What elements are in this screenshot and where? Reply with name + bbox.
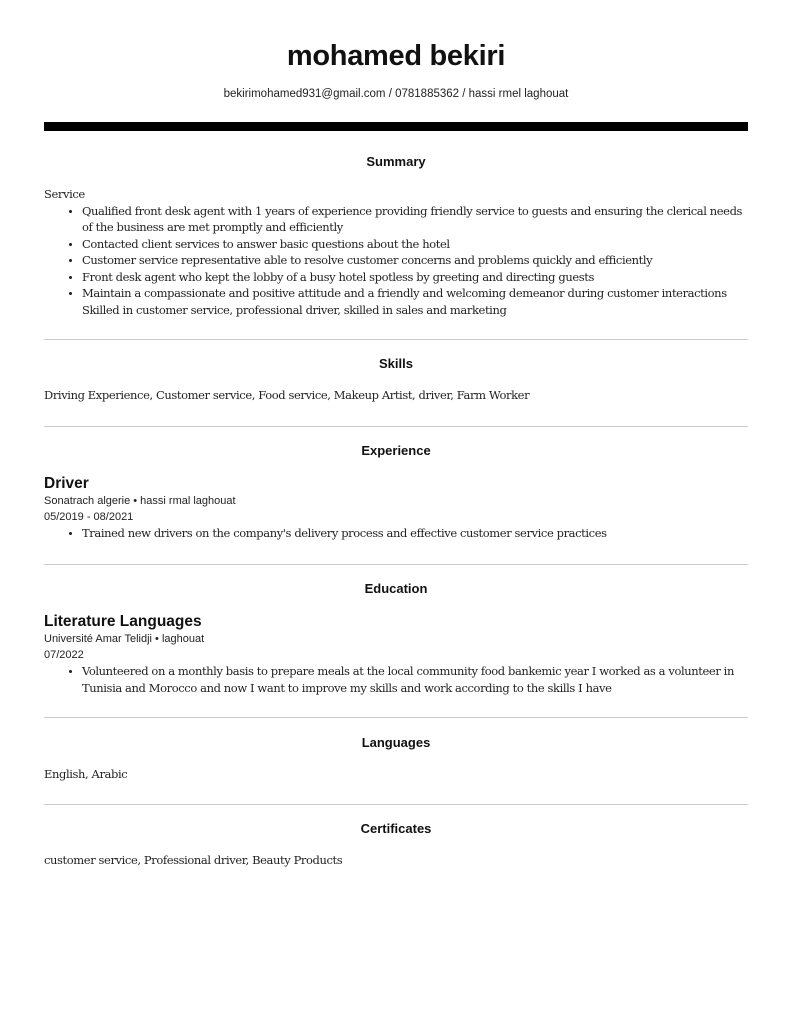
header-divider [44, 122, 748, 131]
section-divider [44, 717, 748, 718]
skills-text: Driving Experience, Customer service, Food service, Makeup Artist, driver, Farm Worker [44, 388, 530, 402]
skills-heading: Skills [379, 356, 413, 371]
experience-list [44, 525, 748, 542]
section-divider [44, 339, 748, 340]
job-title: Driver [44, 475, 89, 492]
languages-heading: Languages [361, 735, 431, 750]
summary-heading: Summary [366, 154, 426, 169]
certificates-heading: Certificates [360, 821, 432, 836]
section-divider [44, 804, 748, 805]
experience-section [44, 443, 748, 542]
school-name: Université Amar Telidji • laghouat [44, 633, 205, 645]
summary-section [44, 154, 748, 318]
summary-list [44, 203, 748, 319]
languages-text: English, Arabic [44, 767, 128, 781]
contact-line: bekirimohamed931@gmail.com / 0781885362 / hassi rmel laghouat [223, 88, 569, 100]
education-section [44, 581, 748, 696]
list-item: Maintain a compassionate and positive attitude and a friendly and welcoming demeanor during customer interactions Skilled in customer service, professional driver, skilled in sales and marketing [82, 285, 748, 318]
skills-section [44, 356, 748, 404]
list-item: Front desk agent who kept the lobby of a busy hotel spotless by greeting and directing guests [82, 269, 748, 286]
summary-intro: Service [44, 187, 85, 201]
candidate-name: mohamed bekiri [286, 40, 506, 72]
list-item: Volunteered on a monthly basis to prepare meals at the local community food bankemic year I worked as a volunteer in Tunisia and Morocco and now I want to improve my skills and work according to the skills I have [82, 663, 748, 696]
job-company: Sonatrach algerie • hassi rmal laghouat [44, 495, 236, 507]
certificates-text: customer service, Professional driver, Beauty Products [44, 853, 343, 867]
list-item: Contacted client services to answer basic questions about the hotel [82, 236, 748, 253]
section-divider [44, 426, 748, 427]
list-item: Trained new drivers on the company's delivery process and effective customer service practices [82, 525, 748, 542]
section-divider [44, 564, 748, 565]
list-item: Qualified front desk agent with 1 years of experience providing friendly service to guests and ensuring the clerical needs of the business are met promptly and efficiently [82, 203, 748, 236]
certificates-section [44, 821, 748, 869]
list-item: Customer service representative able to resolve customer concerns and problems quickly and efficiently [82, 252, 748, 269]
education-date: 07/2022 [44, 649, 84, 661]
experience-heading: Experience [361, 443, 431, 458]
languages-section [44, 735, 748, 783]
education-heading: Education [364, 581, 428, 596]
job-dates: 05/2019 - 08/2021 [44, 511, 134, 523]
education-list [44, 663, 748, 696]
degree-title: Literature Languages [44, 613, 202, 630]
